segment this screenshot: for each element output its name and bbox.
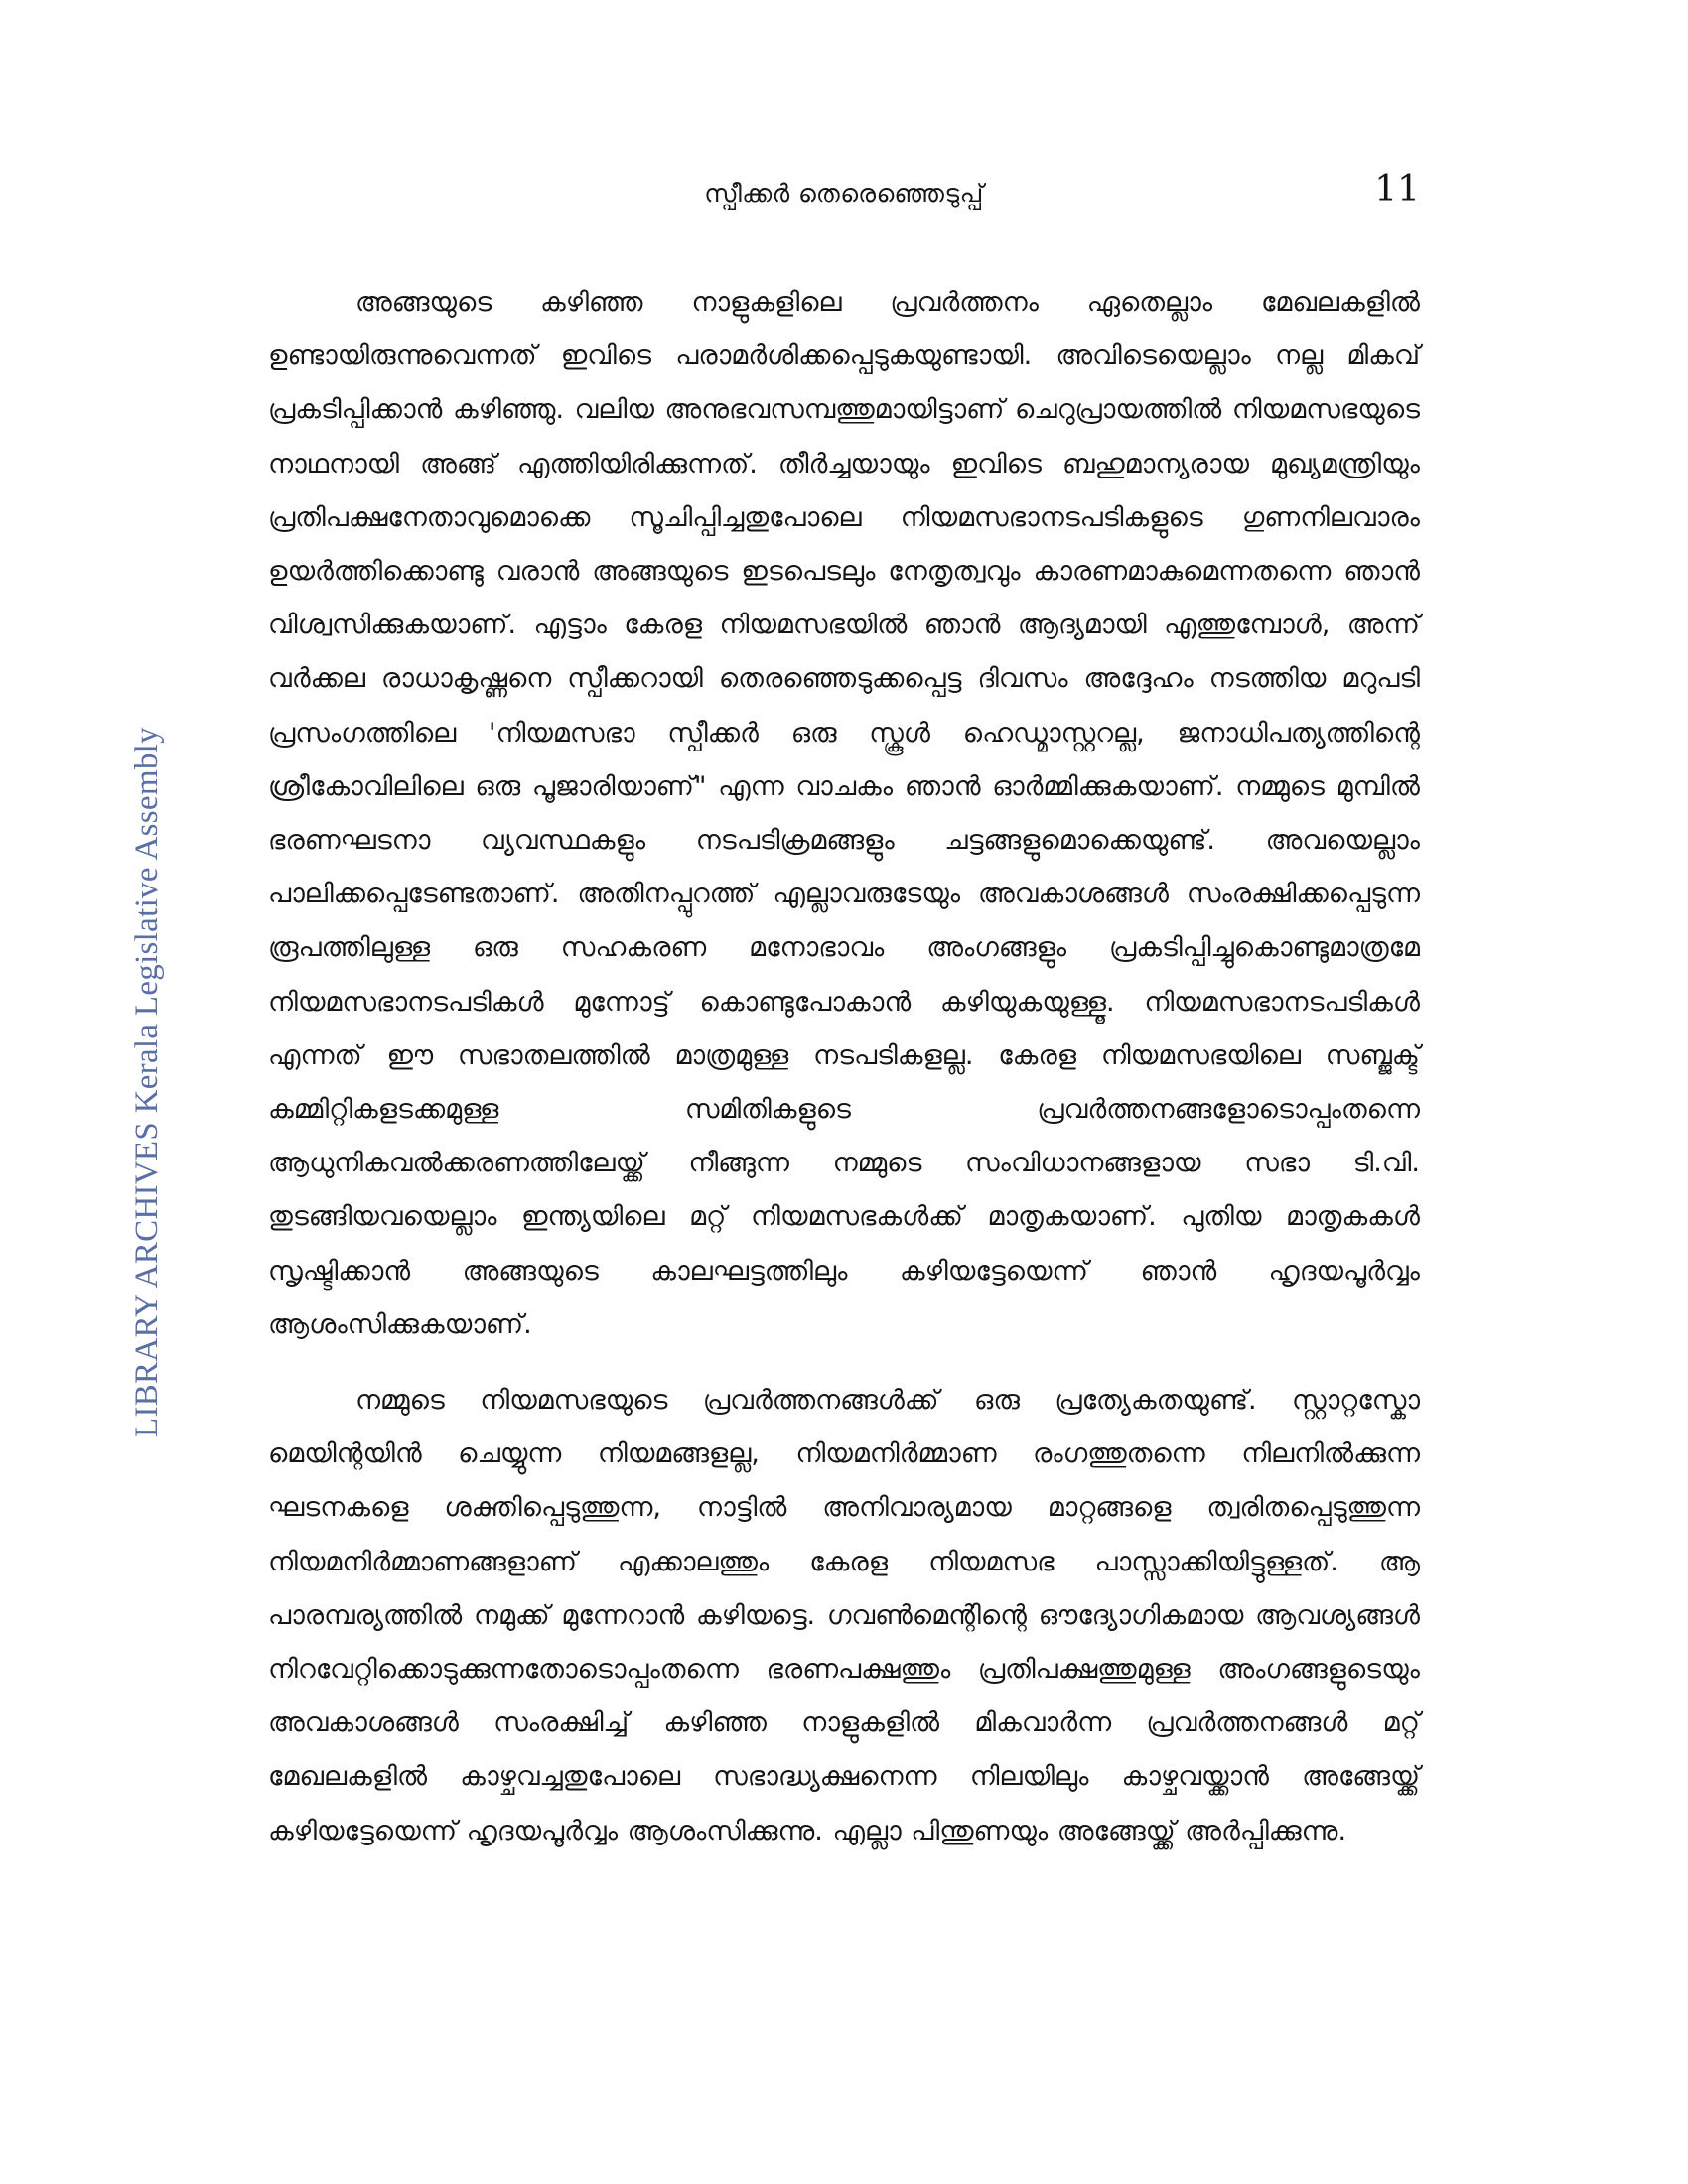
running-header	[268, 169, 1420, 218]
paragraph-2: നമ്മുടെ നിയമസഭയുടെ പ്രവർത്തനങ്ങൾക്ക് ഒരു പ്രത്യേകതയുണ്ട്. സ്റ്റാറ്റസ്കോ മെയിന്റയിൻ ചെയ്യുന്ന നിയമങ്ങളല്ല, നിയമനിർമ്മാണ രംഗത്തുതന്നെ നിലനിൽക്കുന്ന ഘടനകളെ ശക്തിപ്പെടുത്തുന്ന, നാട്ടിൽ അനിവാര്യമായ മാറ്റങ്ങളെ ത്വരിതപ്പെടുത്തുന്ന നിയമനിർമ്മാണങ്ങളാണ് എക്കാലത്തും കേരള നിയമസഭ പാസ്സാക്കിയിട്ടുള്ളത്. ആ പാരമ്പര്യത്തിൽ നമുക്ക് മുന്നേറാൻ കഴിയട്ടെ. ഗവൺമെന്റിന്റെ ഔദ്യോഗികമായ ആവശ്യങ്ങൾ നിറവേറ്റിക്കൊടുക്കുന്നതോടൊപ്പംതന്നെ ഭരണപക്ഷത്തും പ്രതിപക്ഷത്തുമുള്ള അംഗങ്ങളുടെയും അവകാശങ്ങൾ സംരക്ഷിച്ച് കഴിഞ്ഞ നാളുകളിൽ മികവാർന്ന പ്രവർത്തനങ്ങൾ മറ്റ് മേഖലകളിൽ കാഴ്ചവച്ചതുപോലെ സഭാദ്ധ്യക്ഷനെന്ന നിലയിലും കാഴ്ചവയ്ക്കാൻ അങ്ങേയ്ക്ക് കഴിയട്ടേയെന്ന് ഹൃദയപൂർവ്വം ആശംസിക്കുന്നു. എല്ലാ പിന്തുണയും അങ്ങേയ്ക്ക് അർപ്പിക്കുന്നു.	[268, 1385, 1420, 1846]
paragraph-1: അങ്ങയുടെ കഴിഞ്ഞ നാളുകളിലെ പ്രവർത്തനം ഏതെല്ലാം മേഖലകളിൽ ഉണ്ടായിരുന്നുവെന്നത് ഇവിടെ പരാമർശിക്കപ്പെടുകയുണ്ടായി. അവിടെയെല്ലാം നല്ല മികവ് പ്രകടിപ്പിക്കാൻ കഴിഞ്ഞു. വലിയ അനുഭവസമ്പത്തുമായിട്ടാണ് ചെറുപ്രായത്തിൽ നിയമസഭയുടെ നാഥനായി അങ്ങ് എത്തിയിരിക്കുന്നത്. തീർച്ചയായും ഇവിടെ ബഹുമാന്യരായ മുഖ്യമന്ത്രിയും പ്രതിപക്ഷനേതാവുമൊക്കെ സൂചിപ്പിച്ചതുപോലെ നിയമസഭാനടപടികളുടെ ഗുണനിലവാരം ഉയർത്തിക്കൊണ്ടു വരാൻ അങ്ങയുടെ ഇടപെടലും നേതൃത്വവും കാരണമാകുമെന്നതന്നെ ഞാൻ വിശ്വസിക്കുകയാണ്. എട്ടാം കേരള നിയമസഭയിൽ ഞാൻ ആദ്യമായി എത്തുമ്പോൾ, അന്ന് വർക്കല രാധാകൃഷ്ണനെ സ്പീക്കറായി തെരഞ്ഞെടുക്കപ്പെട്ട ദിവസം അദ്ദേഹം നടത്തിയ മറുപടി പ്രസംഗത്തിലെ 'നിയമസഭാ സ്പീക്കർ ഒരു സ്കൂൾ ഹെഡ്മാസ്റ്ററല്ല, ജനാധിപത്യത്തിന്റെ ശ്രീകോവിലിലെ ഒരു പൂജാരിയാണ്" എന്ന വാചകം ഞാൻ ഓർമ്മിക്കുകയാണ്. നമ്മുടെ മുമ്പിൽ ഭരണഘടനാ വ്യവസ്ഥകളും നടപടിക്രമങ്ങളും ചട്ടങ്ങളുമൊക്കെയുണ്ട്. അവയെല്ലാം പാലിക്കപ്പെടേണ്ടതാണ്. അതിനപ്പുറത്ത് എല്ലാവരുടേയും അവകാശങ്ങൾ സംരക്ഷിക്കപ്പെടുന്ന രൂപത്തിലുള്ള ഒരു സഹകരണ മനോഭാവം അംഗങ്ങളും പ്രകടിപ്പിച്ചുകൊണ്ടുമാത്രമേ നിയമസഭാനടപടികൾ മുന്നോട്ട് കൊണ്ടുപോകാൻ കഴിയുകയുള്ളൂ. നിയമസഭാനടപടികൾ എന്നത് ഈ സഭാതലത്തിൽ മാത്രമുള്ള നടപടികളല്ല. കേരള നിയമസഭയിലെ സബ്ജക്ട് കമ്മിറ്റികളടക്കമുള്ള സമിതികളുടെ പ്രവർത്തനങ്ങളോടൊപ്പംതന്നെ ആധുനികവൽക്കരണത്തിലേയ്ക്ക് നീങ്ങുന്ന നമ്മുടെ സംവിധാനങ്ങളായ സഭാ ടി.വി. തുടങ്ങിയവയെല്ലാം ഇന്ത്യയിലെ മറ്റ് നിയമസഭകൾക്ക് മാതൃകയാണ്. പുതിയ മാതൃകകൾ സൃഷ്ടിക്കാൻ അങ്ങയുടെ കാലഘട്ടത്തിലും കഴിയട്ടേയെന്ന് ഞാൻ ഹൃദയപൂർവ്വം ആശംസിക്കുകയാണ്.	[268, 287, 1420, 1340]
running-title: സ്പീക്കർ തെരെഞ്ഞെടുപ്പ്	[704, 179, 984, 207]
archive-watermark: LIBRARY ARCHIVES Kerala Legislative Assembly	[129, 727, 165, 1437]
body-text	[268, 276, 1420, 1858]
page-number: 11	[1374, 169, 1420, 209]
